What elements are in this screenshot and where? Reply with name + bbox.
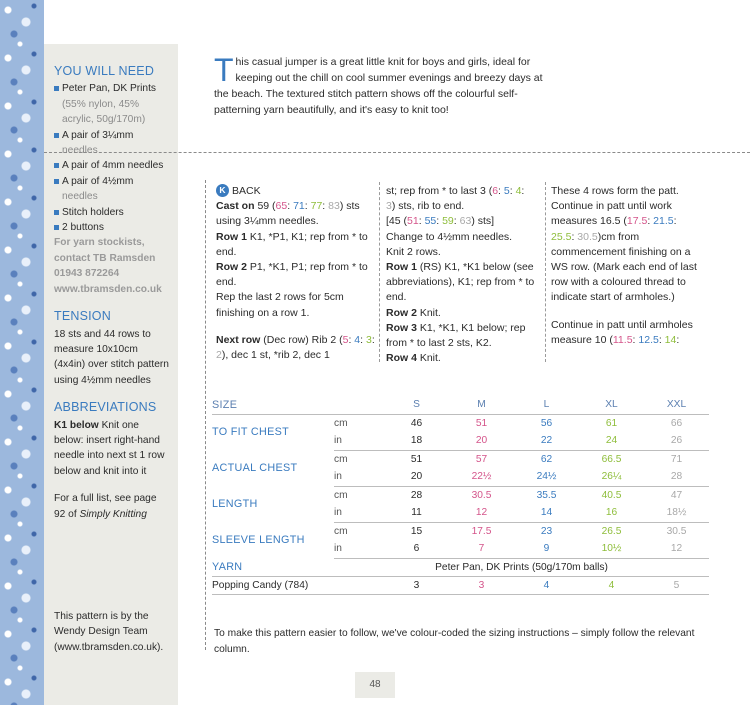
size-xl-cell: 24 [579,432,644,450]
full-list-note [54,491,170,522]
column-separator [545,182,546,362]
next-row-tail: ), dec 1 st, *rib 2, dec 1 [221,349,330,362]
knit-badge-icon: K [216,184,229,197]
row-label: Row 4 [386,352,417,365]
cast-on-label: Cast on [216,200,255,213]
size-m-value: 17.5 [626,215,648,228]
size-xxl-cell: 71 [670,453,683,465]
size-m-value: 6 [492,185,499,197]
materials-item-detail: acrylic, 50g/170m) [62,114,146,126]
pattern-row-2 [386,306,536,321]
stockist-line: contact TB Ramsden [54,252,156,264]
size-xxl-value: 63 [459,215,472,228]
size-xl-cell: 26.5 [601,525,622,537]
size-s-header: S [384,396,449,414]
floral-border [0,0,44,705]
size-xxl-cell: 66 [670,417,683,429]
size-s-value: 59 [257,200,270,213]
magazine-title: Simply Knitting [79,508,147,520]
you-will-need-heading: YOU WILL NEED [54,64,155,78]
table-row [212,414,709,432]
stockist-line: www.tbramsden.co.uk [54,283,162,295]
size-xl-cell: 40.5 [601,489,622,501]
size-m-cell: 30.5 [471,489,492,501]
materials-item: A pair of 3¼mm [54,128,170,143]
column-separator [379,182,380,362]
knit-rows: Knit 2 rows. [386,245,441,258]
size-l-cell: 22 [514,432,579,450]
size-xxl-cell: 47 [670,489,683,501]
unit-cell: in [334,468,384,486]
pattern-column-2 [386,184,536,366]
pattern-credit: This pattern is by the Wendy Design Team (www.tbramsden.co.uk). [54,611,164,653]
unit-header [334,396,384,414]
measure-tail: )cm from commencement finishing on a WS row. (Mark each end of last row with a coloured thread to indicate start of armholes.) [551,230,697,304]
tension-heading: TENSION [54,309,111,324]
back-heading-text: BACK [232,185,261,197]
materials-item: A pair of 4mm needles [54,158,170,173]
unit-cell: in [334,432,384,450]
table-row [212,450,709,468]
size-l-value: 55 [424,215,437,228]
colour-label: Popping Candy (784) [212,576,384,594]
table-header-row [212,396,709,414]
size-l-value: 71 [293,200,305,213]
stockist-line: 01943 872264 [54,268,120,280]
size-xl-cell: 61 [605,417,618,429]
size-s-value: 45 [388,215,401,228]
size-xl-cell: 10½ [579,540,644,558]
measurement-label: ACTUAL CHEST [212,462,298,474]
size-l-cell: 23 [540,525,553,537]
sizes-table [212,396,709,595]
next-row-label: Next row [216,333,261,346]
size-xl-header: XL [579,396,644,414]
intro-paragraph [214,54,544,118]
size-l-value: 4 [354,333,361,346]
size-s-cell: 51 [410,453,423,465]
table-row [212,522,709,540]
materials-item: 2 buttons [54,220,170,235]
yarn-description: Peter Pan, DK Prints (50g/170m balls) [334,558,709,576]
size-xl-value: 14 [664,333,677,346]
size-s-cell: 11 [384,504,449,522]
row-label: Row 2 [386,306,417,319]
size-m-value: 51 [407,215,419,228]
column-divider [205,180,206,650]
decrease-continuation: st; rep from * to last 3 (6: 5: 4: 3) sts, rib to end. [386,185,525,213]
size-m-cell: 12 [449,504,514,522]
materials-item: Peter Pan, DK Prints [54,81,170,96]
materials-list [54,81,170,235]
repeat-instruction: Rep the last 2 rows for 5cm finishing on a row 1. [216,291,344,319]
stitch-count: [45 (51: 55: 59: 63) sts] [386,215,495,228]
size-m-value: 11.5 [612,333,633,346]
row-label: Row 3 [386,321,417,334]
colour-row [212,576,709,594]
row-2-instruction [216,260,376,290]
size-xxl-value: 83 [328,200,340,213]
cast-on-instruction: Cast on 59 (65: 71: 77: 83) sts using 3¼mm needles. [216,200,360,228]
size-xl-cell: 16 [579,504,644,522]
size-l-cell: 9 [514,540,579,558]
size-m-cell: 57 [475,453,488,465]
size-m-cell: 20 [449,432,514,450]
size-xxl-value: 2 [216,349,222,362]
size-s-cell: 6 [384,540,449,558]
size-l-cell: 14 [514,504,579,522]
colour-coding-note: To make this pattern easier to follow, we've colour-coded the sizing instructions – simply follow the relevant column. [214,628,695,655]
sidebar [44,44,178,705]
size-xl-cell: 66.5 [601,453,622,465]
next-row-text: (Dec row) Rib 2 ( [260,333,343,346]
size-m-cell: 17.5 [471,525,492,537]
size-xxl-balls: 5 [644,576,709,594]
size-m-cell: 22½ [449,468,514,486]
row-text: (RS) K1, *K1 below (see abbreviations), K1; rep from * to end. [386,261,535,304]
measure-text: These 4 rows form the patt. Continue in patt until work measures 16.5 ( [551,185,679,228]
size-s-cell: 28 [410,489,423,501]
row-1-instruction [216,230,376,260]
size-xl-value: 77 [310,200,323,213]
size-xl-value: 25.5 [551,230,572,243]
materials-item: Stitch holders [54,205,170,220]
unit-cell: cm [334,525,348,537]
yarn-label: YARN [212,558,334,576]
materials-item: A pair of 4½mm [54,174,170,189]
row-text: Knit. [416,306,441,319]
size-xl-balls: 4 [579,576,644,594]
size-xxl-value: 30.5 [577,230,598,243]
size-l-balls: 4 [514,576,579,594]
size-l-cell: 24½ [514,468,579,486]
size-m-balls: 3 [449,576,514,594]
cast-on-tail: sts using 3¼mm needles. [216,200,360,228]
unit-cell: in [334,540,384,558]
size-m-cell: 7 [449,540,514,558]
materials-item-detail: (55% nylon, 45% [62,98,140,110]
materials-item-detail: needles [62,191,98,203]
unit-cell: cm [334,417,348,429]
unit-cell: cm [334,489,348,501]
row-label: Row 1 [216,230,247,243]
size-m-value: 5 [342,333,349,346]
dec-tail: ) sts, rib to end. [391,200,465,213]
size-m-header: M [449,396,514,414]
stitch-count-tail: sts] [474,215,495,228]
size-xl-value: 3 [365,333,372,346]
table-row [212,486,709,504]
materials-item-detail: needles [62,145,98,157]
pattern-row-3 [386,321,536,351]
stockist-line: For yarn stockists, [54,237,145,249]
pattern-row-1 [386,260,536,306]
size-l-value: 12.5 [638,333,659,346]
full-list-text: For a full list, see page 92 of [54,493,157,520]
size-l-header: L [514,396,579,414]
size-l-value: 5 [503,185,510,197]
row-text: P1, *K1, P1; rep from * to end. [216,261,368,289]
size-xl-value: 4 [515,185,522,197]
size-s-cell: 15 [410,525,423,537]
size-s-balls: 3 [384,576,449,594]
pattern-column-3 [551,184,701,348]
size-s-cell: 20 [384,468,449,486]
size-l-cell: 62 [540,453,553,465]
back-heading [216,184,376,199]
size-xxl-cell: 18½ [644,504,709,522]
size-xxl-cell: 12 [644,540,709,558]
size-l-value: 21.5 [653,215,674,228]
row-text: Knit. [416,352,441,365]
size-xxl-cell: 30.5 [666,525,687,537]
size-xl-value: 59 [442,215,454,228]
row-text: K1, *K1, K1 below; rep from * to last 2 sts, K2. [386,321,526,350]
dec-text: st; rep from * to last 3 ( [386,185,493,197]
change-needles: Change to 4½mm needles. [386,230,513,243]
size-xxl-value: 3 [386,200,392,213]
size-header-label: SIZE [212,396,334,414]
size-s-cell: 18 [384,432,449,450]
armhole-text: Continue in patt until armholes measure 10 ( [551,318,693,346]
abbreviation-definition: Knit one below: insert right-hand needle into next st 1 row below and knit into it [54,419,165,477]
abbreviation-entry [54,418,170,480]
size-m-value: 65 [275,200,288,213]
size-xxl-cell: 26 [644,432,709,450]
size-l-cell: 35.5 [536,489,557,501]
intro-text: his casual jumper is a great little knit for boys and girls, ideal for keeping out the chill on cool summer evenings and breezy days at the beach. The textured stitch pattern shows off the colourful self-patterning yarn beautifully, and it's easy to knit too! [214,56,543,116]
row-label: Row 2 [216,261,247,274]
unit-cell: in [334,504,384,522]
row-text: K1, *P1, K1; rep from * to end. [216,230,368,258]
size-m-cell: 51 [475,417,488,429]
tension-text: 18 sts and 44 rows to measure 10x10cm (4x4in) over stitch pattern using 4½mm needles [54,328,169,386]
measurement-label: TO FIT CHEST [212,426,289,439]
unit-cell: cm [334,453,348,465]
measure-instruction: These 4 rows form the patt. Continue in patt until work measures 16.5 (17.5: 21.5: 25.5: 30.5)cm from commencement finishing on a WS row. (Mark each end of last row with a coloured thread to indicate start of armholes.) [551,185,697,304]
size-l-cell: 56 [540,417,553,429]
size-xxl-cell: 28 [644,468,709,486]
abbreviation-term: K1 below [54,419,99,431]
page-number: 48 [355,672,395,698]
pattern-column-1 [216,184,376,363]
measurement-label: SLEEVE LENGTH [212,534,305,546]
pattern-row-4 [386,351,536,366]
abbreviations-heading: ABBREVIATIONS [54,400,157,415]
next-row-instruction: Next row (Dec row) Rib 2 (5: 4: 3: 2), dec 1 st, *rib 2, dec 1 [216,333,375,362]
size-xxl-header: XXL [644,396,709,414]
section-divider [44,152,750,153]
measurement-label: LENGTH [212,498,258,510]
yarn-row [212,558,709,576]
size-s-cell: 46 [410,417,423,429]
armhole-instruction: Continue in patt until armholes measure 10 (11.5: 12.5: 14: [551,318,693,346]
drop-cap: T [214,52,234,88]
row-label: Row 1 [386,261,417,274]
stockists-info [54,235,170,297]
size-xl-cell: 26¼ [579,468,644,486]
